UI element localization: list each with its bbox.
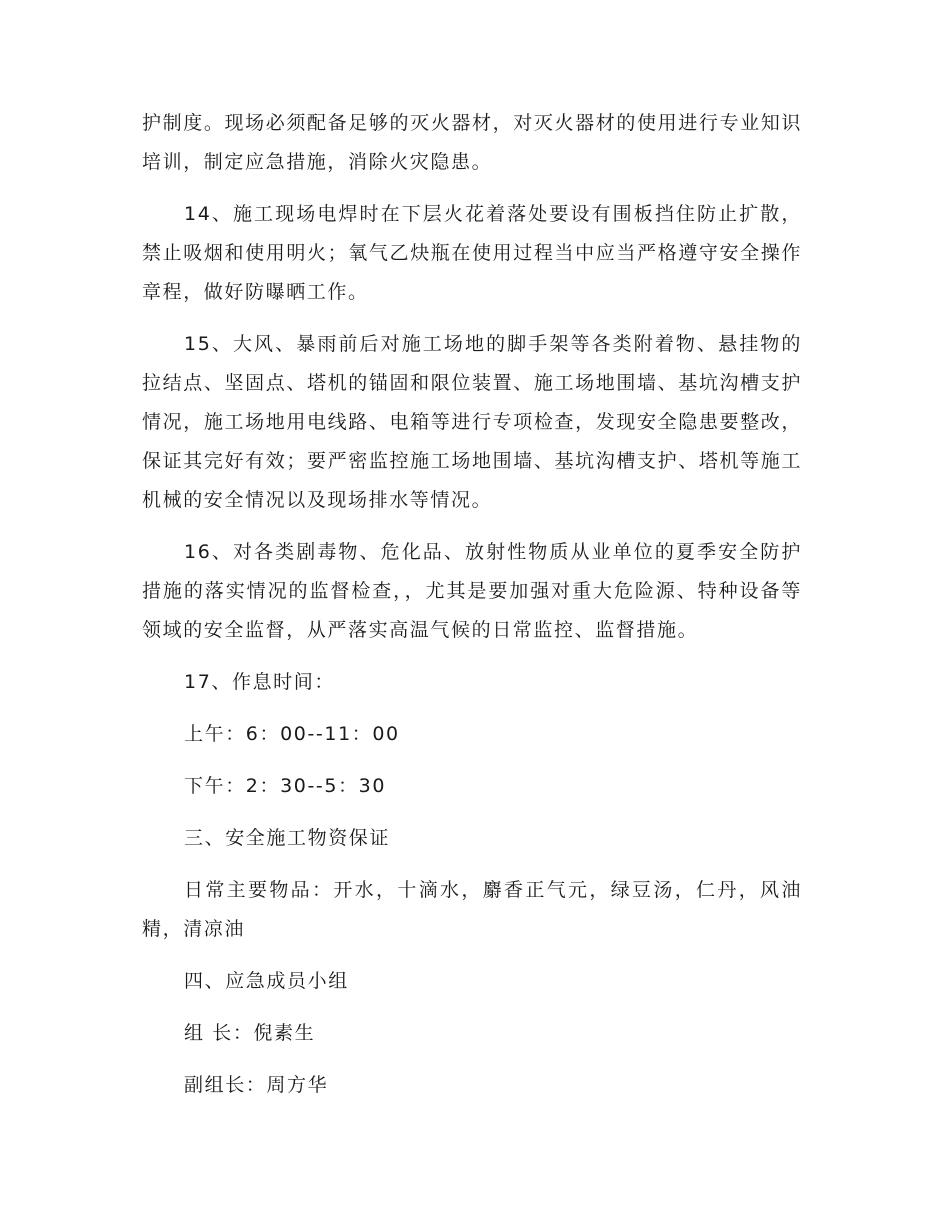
paragraph-team-leader: 组 长：倪素生 <box>184 1022 316 1044</box>
paragraph-supply-list: 日常主要物品：开水，十滴水，麝香正气元，绿豆汤，仁丹，风油精，清凉油 <box>142 879 802 940</box>
paragraph-morning-hours: 上午：6：00--11：00 <box>184 723 400 745</box>
paragraph-deputy-leader: 副组长：周方华 <box>184 1074 329 1096</box>
paragraph-item-17: 17、作息时间： <box>184 671 335 693</box>
paragraph-item-15: 15、大风、暴雨前后对施工场地的脚手架等各类附着物、悬挂物的拉结点、坚固点、塔机的锚固和限位装置、施工场地围墙、基坑沟槽支护情况，施工场地用电线路、电箱等进行专项检查，发现安全隐患要整改，保证其完好有效；要严密监控施工场地围墙、基坑沟槽支护、塔机等施工机械的安全情况以及现场排水等情况。 <box>142 333 802 511</box>
section-heading-supplies: 三、安全施工物资保证 <box>184 827 391 849</box>
paragraph-item-14: 14、施工现场电焊时在下层火花着落处要设有围板挡住防止扩散，禁止吸烟和使用明火；氧气乙炔瓶在使用过程当中应当严格遵守安全操作章程，做好防曝晒工作。 <box>142 203 802 303</box>
document-body <box>142 104 802 1105</box>
paragraph-item-16: 16、对各类剧毒物、危化品、放射性物质从业单位的夏季安全防护措施的落实情况的监督检查，，尤其是要加强对重大危险源、特种设备等领域的安全监督，从严落实高温气候的日常监控、监督措施。 <box>142 541 802 641</box>
paragraph-afternoon-hours: 下午：2：30--5：30 <box>184 775 387 797</box>
paragraph-fire-safety-continued: 护制度。现场必须配备足够的灭火器材，对灭火器材的使用进行专业知识培训，制定应急措施，消除火灾隐患。 <box>142 112 802 173</box>
section-heading-emergency-team: 四、应急成员小组 <box>184 970 349 992</box>
